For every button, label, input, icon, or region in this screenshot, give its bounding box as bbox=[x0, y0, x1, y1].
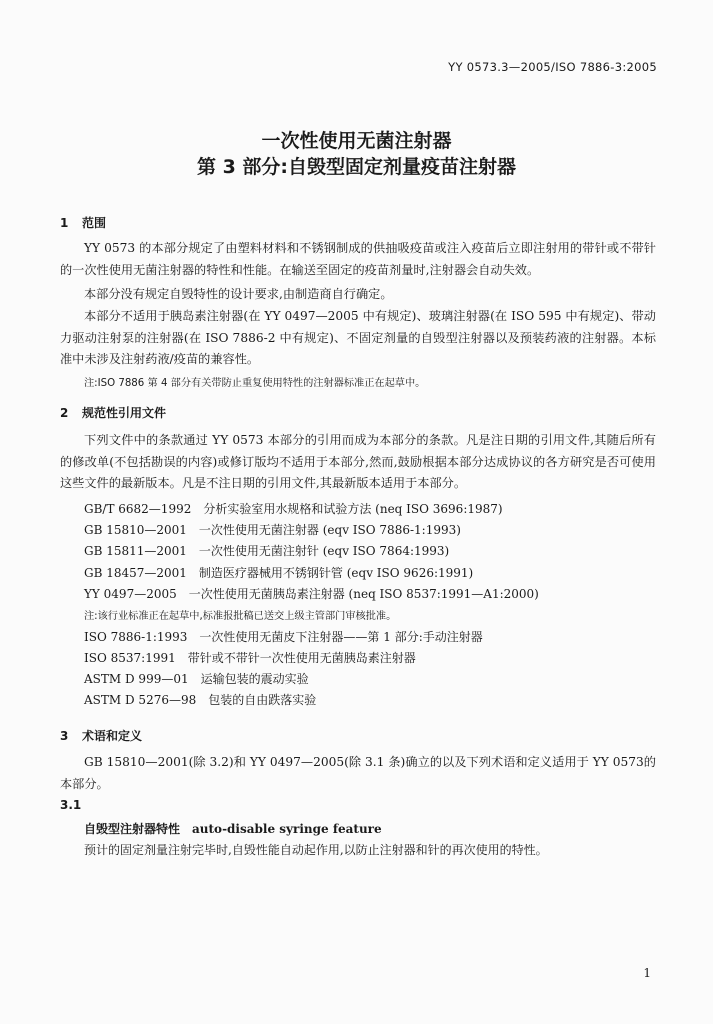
page-number: 1 bbox=[643, 966, 651, 980]
reference-item: ASTM D 999—01 运输包装的震动实验 bbox=[84, 672, 309, 686]
section-heading-scope bbox=[60, 214, 106, 231]
document-title: 一次性使用无菌注射器 bbox=[261, 130, 452, 152]
note: 注:ISO 7886 第 4 部分有关带防止重复使用特性的注射器标准正在起草中。 bbox=[84, 378, 426, 389]
section-heading-references bbox=[60, 404, 166, 421]
document-subtitle: 第 3 部分:自毁型固定剂量疫苗注射器 bbox=[196, 156, 517, 178]
section-number: 2 bbox=[60, 406, 69, 420]
paragraph: 本部分不适用于胰岛素注射器(在 YY 0497—2005 中有规定)、玻璃注射器(在 ISO 595 中有规定)、带动力驱动注射泵的注射器(在 ISO 7886-2 中有规定)、不固定剂量的自毁型注射器以及预装药液的注射器。本标准中未涉及注射药液/疫苗的兼容性。 bbox=[60, 309, 656, 366]
subsection-number: 3.1 bbox=[60, 798, 82, 812]
term-english: auto-disable syringe feature bbox=[192, 822, 382, 836]
term-chinese: 自毁型注射器特性 bbox=[84, 822, 181, 836]
reference-item: GB 15811—2001 一次性使用无菌注射针 (eqv ISO 7864:1993) bbox=[84, 544, 450, 558]
paragraph: YY 0573 的本部分规定了由塑料材料和不锈钢制成的供抽吸疫苗或注入疫苗后立即注射用的带针或不带针的一次性使用无菌注射器的特性和性能。在输送至固定的疫苗剂量时,注射器会自动失效。 bbox=[60, 241, 656, 277]
paragraph: 下列文件中的条款通过 YY 0573 本部分的引用而成为本部分的条款。凡是注日期的引用文件,其随后所有的修改单(不包括勘误的内容)或修订版均不适用于本部分,然而,鼓励根据本部分达成协议的各方研究是否可使用这些文件的最新版本。凡是不注日期的引用文件,其最新版本适用于本部分。 bbox=[60, 433, 656, 490]
reference-item: YY 0497—2005 一次性使用无菌胰岛素注射器 (neq ISO 8537:1991—A1:2000) bbox=[84, 587, 539, 601]
reference-item: ASTM D 5276—98 包装的自由跌落实验 bbox=[84, 693, 317, 707]
section-number: 1 bbox=[60, 216, 69, 230]
section-heading-terms bbox=[60, 727, 142, 744]
reference-item: GB 15810—2001 一次性使用无菌注射器 (eqv ISO 7886-1:1993) bbox=[84, 523, 461, 537]
reference-note: 注:该行业标准正在起草中,标准报批稿已送交上级主管部门审核批准。 bbox=[84, 611, 397, 622]
paragraph: 本部分没有规定自毁特性的设计要求,由制造商自行确定。 bbox=[84, 287, 393, 301]
standard-code: YY 0573.3—2005/ISO 7886-3:2005 bbox=[448, 60, 657, 74]
section-title: 范围 bbox=[82, 216, 107, 230]
reference-item: GB 18457—2001 制造医疗器械用不锈钢针管 (eqv ISO 9626:1991) bbox=[84, 566, 474, 580]
reference-item: GB/T 6682—1992 分析实验室用水规格和试验方法 (neq ISO 3696:1987) bbox=[84, 502, 503, 516]
section-title: 术语和定义 bbox=[82, 729, 143, 743]
section-title: 规范性引用文件 bbox=[82, 406, 167, 420]
reference-item: ISO 7886-1:1993 一次性使用无菌皮下注射器——第 1 部分:手动注射器 bbox=[84, 630, 483, 644]
paragraph: GB 15810—2001(除 3.2)和 YY 0497—2005(除 3.1 条)确立的以及下列术语和定义适用于 YY 0573的本部分。 bbox=[60, 755, 656, 791]
reference-item: ISO 8537:1991 带针或不带针一次性使用无菌胰岛素注射器 bbox=[84, 651, 416, 665]
section-number: 3 bbox=[60, 729, 69, 743]
term-entry bbox=[84, 820, 382, 837]
term-definition: 预计的固定剂量注射完毕时,自毁性能自动起作用,以防止注射器和针的再次使用的特性。 bbox=[84, 843, 548, 857]
